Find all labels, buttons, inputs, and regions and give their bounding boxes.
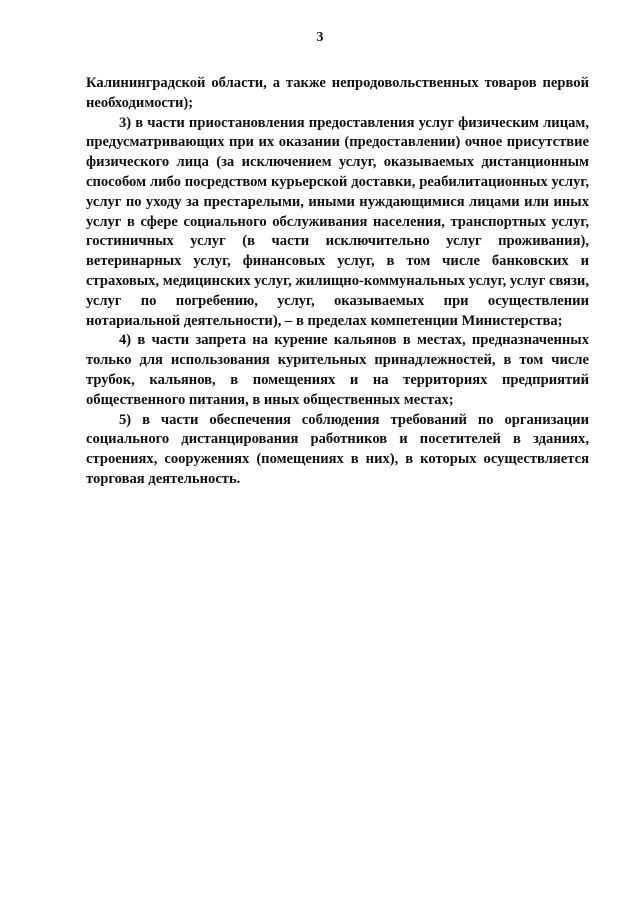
paragraph-item-4: 4) в части запрета на курение кальянов в местах, предназначенных только для использования курительных принадлежностей, в том числе трубок, кальянов, в помещениях и на территориях предприятий общественного питания, в иных общественных местах; bbox=[86, 332, 589, 408]
paragraph-item-5: 5) в части обеспечения соблюдения требований по организации социального дистанцирования работников и посетителей в зданиях, строениях, сооружениях (помещениях в них), в которых осуществляется торговая деятельность. bbox=[86, 411, 589, 487]
page-number: 3 bbox=[316, 30, 324, 45]
document-body bbox=[86, 74, 589, 490]
paragraph-item-3: 3) в части приостановления предоставления услуг физическим лицам, предусматривающих при их оказании (предоставлении) очное присутствие физического лица (за исключением услуг, оказываемых дистанционным способом либо посредством курьерской доставки, реабилитационных услуг, услуг по уходу за престарелыми, иными нуждающимися лицами или иных услуг в сфере социального обслуживания населения, транспортных услуг, гостиничных услуг (в части исключительно услуг проживания), ветеринарных услуг, финансовых услуг, в том числе банковских и страховых, медицинских услуг, жилищно-коммунальных услуг, услуг связи, услуг по погребению, услуг, оказываемых при осуществлении нотариальной деятельности), – в пределах компетенции Министерства; bbox=[86, 114, 589, 329]
paragraph-continuation: Калининградской области, а также непродовольственных товаров первой необходимости); bbox=[86, 75, 589, 111]
